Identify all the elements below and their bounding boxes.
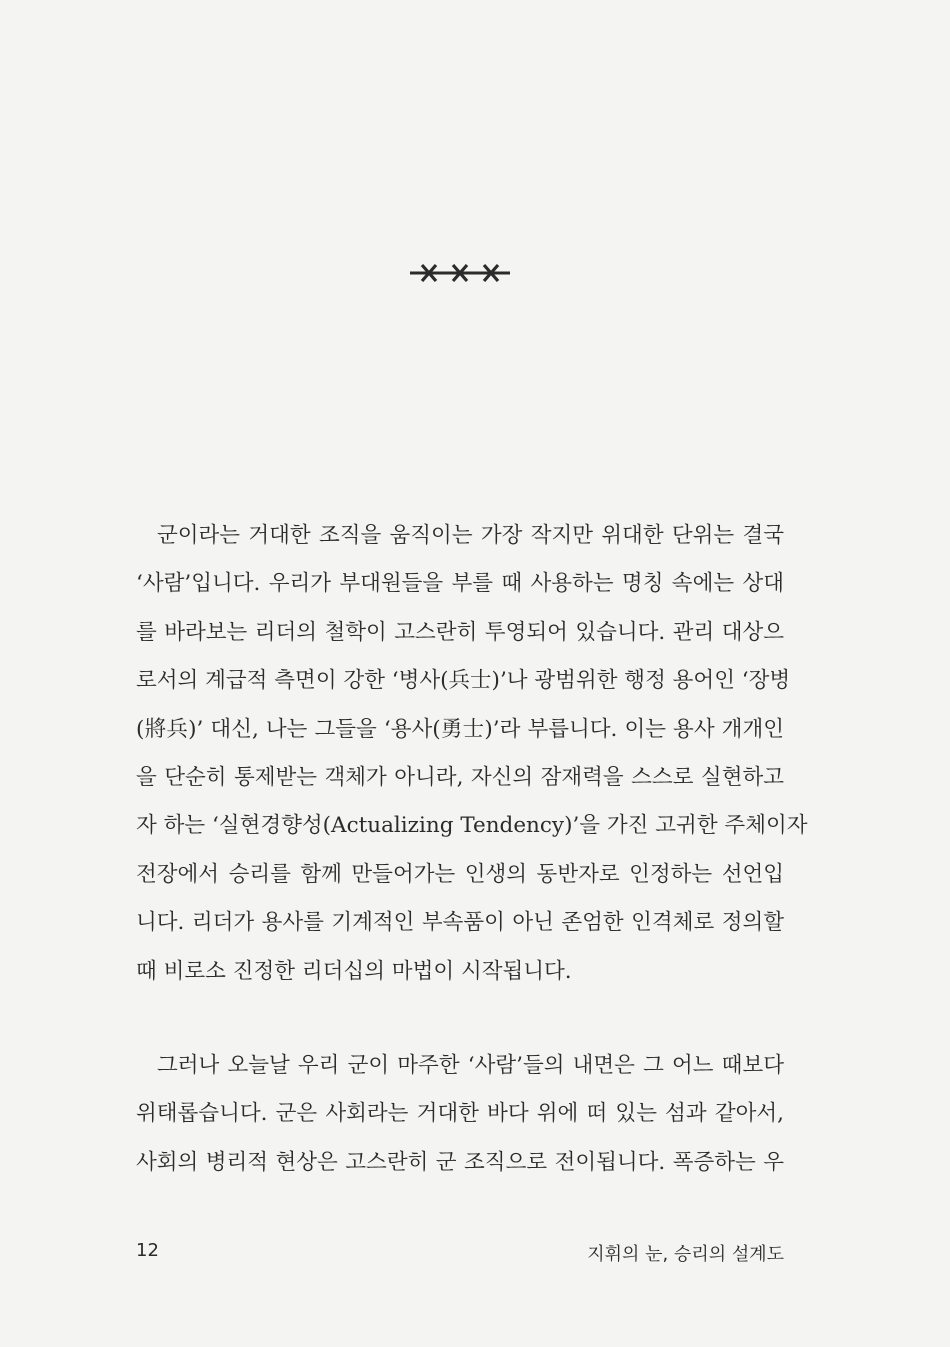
- text-line: 사회의 병리적 현상은 고스란히 군 조직으로 전이됩니다. 폭증하는 우: [136, 1149, 784, 1175]
- text-line: 를 바라보는 리더의 철학이 고스란히 투영되어 있습니다. 관리 대상으: [136, 619, 784, 645]
- text-line: 로서의 계급적 측면이 강한 ‘병사(兵士)’나 광범위한 행정 용어인 ‘장병: [136, 668, 791, 694]
- text-line: 니다. 리더가 용사를 기계적인 부속품이 아닌 존엄한 인격체로 정의할: [136, 910, 784, 936]
- text-line: ‘사람’입니다. 우리가 부대원들을 부를 때 사용하는 명칭 속에는 상대: [136, 571, 784, 597]
- text-line: 자 하는 ‘실현경향성(Actualizing Tendency)’을 가진 고귀한 주체이자: [136, 813, 808, 839]
- paragraph-2: [136, 1042, 784, 1187]
- text-line: (將兵)’ 대신, 나는 그들을 ‘용사(勇士)’라 부릅니다. 이는 용사 개개인: [136, 716, 784, 742]
- text-line: 을 단순히 통제받는 객체가 아니라, 자신의 잠재력을 스스로 실현하고: [136, 765, 784, 791]
- triple-cross-divider-icon: [410, 262, 510, 284]
- page-footer: [136, 1240, 784, 1264]
- page-number: 12: [136, 1240, 159, 1261]
- text-line: 군이라는 거대한 조직을 움직이는 가장 작지만 위대한 단위는 결국: [157, 523, 784, 548]
- text-line: 위태롭습니다. 군은 사회라는 거대한 바다 위에 떠 있는 섬과 같아서,: [136, 1101, 784, 1127]
- text-line: 그러나 오늘날 우리 군이 마주한 ‘사람’들의 내면은 그 어느 때보다: [157, 1053, 784, 1079]
- paragraph-1: [136, 512, 808, 996]
- running-title: 지휘의 눈, 승리의 설계도: [587, 1244, 784, 1265]
- text-line: 전장에서 승리를 함께 만들어가는 인생의 동반자로 인정하는 선언입: [136, 861, 784, 887]
- text-line: 때 비로소 진정한 리더십의 마법이 시작됩니다.: [136, 958, 572, 984]
- body-text: [136, 512, 808, 1187]
- paragraph-gap: [136, 996, 784, 1042]
